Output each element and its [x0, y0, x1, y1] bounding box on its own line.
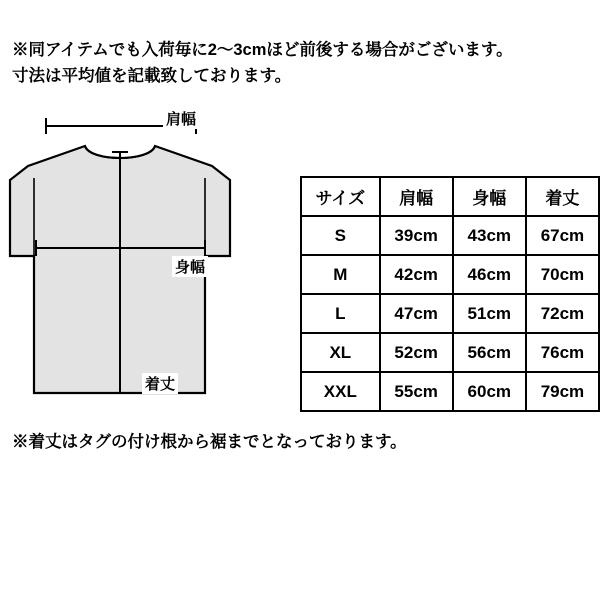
top-notice [12, 38, 592, 89]
cell-chest: 51cm [453, 294, 526, 333]
cell-chest: 60cm [453, 372, 526, 411]
cell-shoulder: 52cm [380, 333, 453, 372]
top-notice-line1: ※同アイテムでも入荷毎に2～3cmほど前後する場合がございます。 [12, 41, 513, 59]
cell-size: XL [301, 333, 380, 372]
table-row [301, 294, 599, 333]
cell-size: S [301, 216, 380, 255]
cell-shoulder: 47cm [380, 294, 453, 333]
cell-size: M [301, 255, 380, 294]
cell-chest: 56cm [453, 333, 526, 372]
cell-length: 79cm [526, 372, 599, 411]
cell-shoulder: 39cm [380, 216, 453, 255]
size-table-container [300, 176, 600, 412]
table-row [301, 372, 599, 411]
bottom-notice: ※着丈はタグの付け根から裾までとなっております。 [12, 433, 407, 451]
column-header-size: サイズ [301, 177, 380, 216]
table-row [301, 216, 599, 255]
cell-chest: 46cm [453, 255, 526, 294]
cell-shoulder: 55cm [380, 372, 453, 411]
shoulder-label: 肩幅 [163, 108, 199, 129]
cell-size: L [301, 294, 380, 333]
table-row [301, 333, 599, 372]
cell-length: 70cm [526, 255, 599, 294]
cell-length: 67cm [526, 216, 599, 255]
column-header-chest: 身幅 [453, 177, 526, 216]
tshirt-diagram [0, 108, 290, 418]
table-row [301, 255, 599, 294]
size-table [300, 176, 600, 412]
cell-length: 72cm [526, 294, 599, 333]
chest-label: 身幅 [172, 256, 208, 277]
column-header-length: 着丈 [526, 177, 599, 216]
cell-shoulder: 42cm [380, 255, 453, 294]
cell-size: XXL [301, 372, 380, 411]
length-label: 着丈 [142, 373, 178, 394]
table-header-row [301, 177, 599, 216]
cell-length: 76cm [526, 333, 599, 372]
column-header-shoulder: 肩幅 [380, 177, 453, 216]
top-notice-line2: 寸法は平均値を記載致しております。 [12, 66, 292, 85]
tshirt-illustration [0, 108, 290, 418]
cell-chest: 43cm [453, 216, 526, 255]
